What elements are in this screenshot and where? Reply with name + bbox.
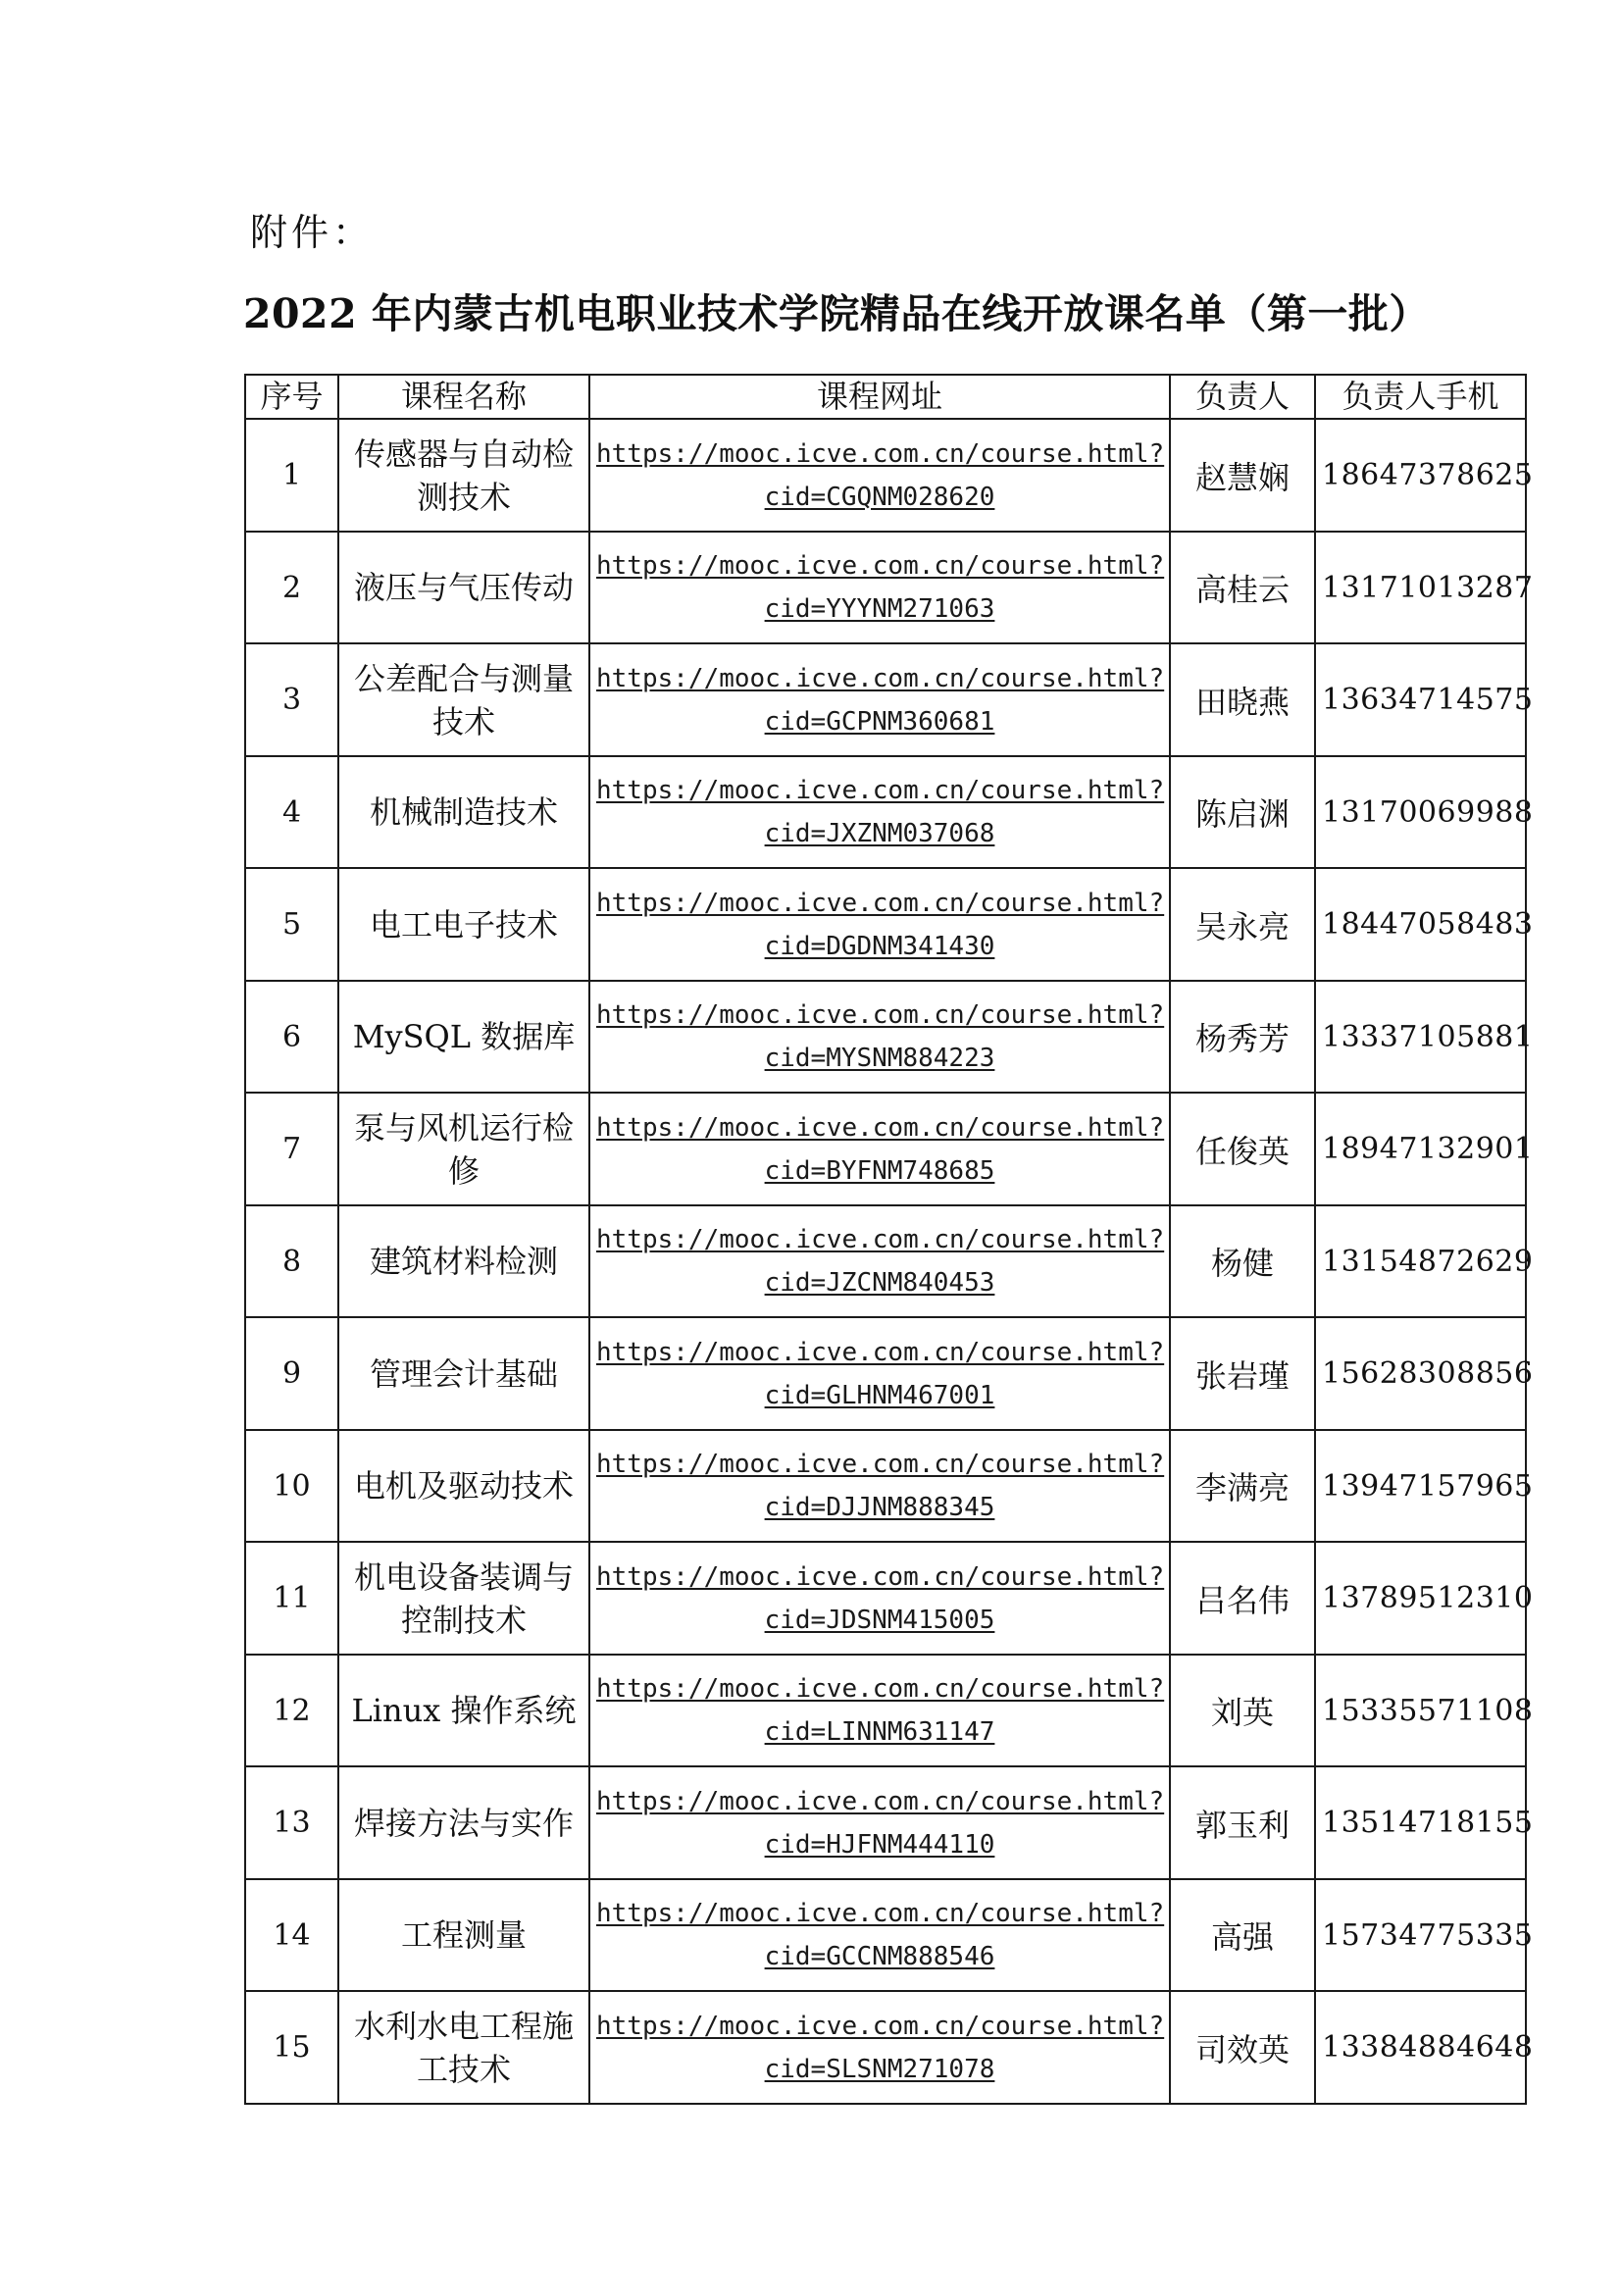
course-url-link-line2[interactable]: cid=JXZNM037068 bbox=[764, 819, 995, 848]
serial-number-cell: 10 bbox=[245, 1430, 338, 1542]
course-url-link-line2[interactable]: cid=DJJNM888345 bbox=[764, 1493, 995, 1522]
course-name-cell: 电工电子技术 bbox=[338, 868, 589, 981]
table-header-row bbox=[245, 375, 1526, 419]
course-url-link-line2[interactable]: cid=BYFNM748685 bbox=[764, 1155, 995, 1186]
course-url-link-line2[interactable]: cid=SLSNM271078 bbox=[764, 2054, 995, 2084]
course-url-cell[interactable] bbox=[589, 756, 1170, 868]
owner-phone-cell: 15335571108 bbox=[1315, 1655, 1526, 1766]
course-url-cell[interactable] bbox=[589, 1879, 1170, 1991]
document-title: 2022 年内蒙古机电职业技术学院精品在线开放课名单（第一批） bbox=[243, 290, 1430, 337]
table-header bbox=[245, 375, 1526, 419]
course-name-cell: MySQL 数据库 bbox=[338, 981, 589, 1093]
course-url-link-line1[interactable]: https://mooc.icve.com.cn/course.html? bbox=[596, 663, 1165, 693]
serial-number-cell: 1 bbox=[245, 419, 338, 532]
table-row bbox=[245, 1430, 1526, 1542]
owner-phone-cell: 13170069988 bbox=[1315, 756, 1526, 868]
owner-cell: 刘英 bbox=[1170, 1655, 1315, 1766]
course-url-cell[interactable] bbox=[589, 868, 1170, 981]
header-owner: 负责人 bbox=[1170, 375, 1315, 419]
course-url-link-line2[interactable]: cid=YYYNM271063 bbox=[764, 594, 995, 624]
owner-phone-cell: 15734775335 bbox=[1315, 1879, 1526, 1991]
table-row bbox=[245, 1879, 1526, 1991]
owner-cell: 杨秀芳 bbox=[1170, 981, 1315, 1093]
course-name-cell: 公差配合与测量技术 bbox=[338, 643, 589, 756]
header-owner-phone: 负责人手机 bbox=[1315, 375, 1526, 419]
owner-cell: 高强 bbox=[1170, 1879, 1315, 1991]
owner-cell: 杨健 bbox=[1170, 1205, 1315, 1317]
table-row bbox=[245, 756, 1526, 868]
course-url-link-line2[interactable]: cid=JZCNM840453 bbox=[764, 1268, 995, 1298]
table-row bbox=[245, 643, 1526, 756]
table-row bbox=[245, 1542, 1526, 1655]
serial-number-cell: 8 bbox=[245, 1205, 338, 1317]
owner-cell: 吴永亮 bbox=[1170, 868, 1315, 981]
course-url-link-line2[interactable]: cid=CGQNM028620 bbox=[764, 482, 995, 512]
course-name-cell: 传感器与自动检测技术 bbox=[338, 419, 589, 532]
course-list-table bbox=[244, 374, 1534, 2105]
table-row bbox=[245, 981, 1526, 1093]
owner-cell: 任俊英 bbox=[1170, 1093, 1315, 1205]
course-name-cell: 液压与气压传动 bbox=[338, 532, 589, 643]
owner-cell: 李满亮 bbox=[1170, 1430, 1315, 1542]
course-url-link-line1[interactable]: https://mooc.icve.com.cn/course.html? bbox=[596, 1112, 1165, 1143]
course-name-cell: 管理会计基础 bbox=[338, 1317, 589, 1430]
course-url-link-line1[interactable]: https://mooc.icve.com.cn/course.html? bbox=[596, 1899, 1165, 1928]
owner-cell: 田晓燕 bbox=[1170, 643, 1315, 756]
course-url-link-line2[interactable]: cid=MYSNM884223 bbox=[764, 1044, 995, 1073]
table-row bbox=[245, 1317, 1526, 1430]
course-url-cell[interactable] bbox=[589, 419, 1170, 532]
serial-number-cell: 6 bbox=[245, 981, 338, 1093]
serial-number-cell: 13 bbox=[245, 1766, 338, 1879]
course-url-cell[interactable] bbox=[589, 1766, 1170, 1879]
owner-cell: 郭玉利 bbox=[1170, 1766, 1315, 1879]
course-url-link-line1[interactable]: https://mooc.icve.com.cn/course.html? bbox=[596, 1674, 1165, 1704]
course-name-cell: 机械制造技术 bbox=[338, 756, 589, 868]
serial-number-cell: 12 bbox=[245, 1655, 338, 1766]
owner-phone-cell: 18447058483 bbox=[1315, 868, 1526, 981]
owner-phone-cell: 15628308856 bbox=[1315, 1317, 1526, 1430]
course-url-cell[interactable] bbox=[589, 1430, 1170, 1542]
attachment-label: 附件： bbox=[250, 211, 375, 254]
serial-number-cell: 11 bbox=[245, 1542, 338, 1655]
course-url-cell[interactable] bbox=[589, 1655, 1170, 1766]
serial-number-cell: 2 bbox=[245, 532, 338, 643]
course-url-link-line1[interactable]: https://mooc.icve.com.cn/course.html? bbox=[596, 1337, 1165, 1367]
course-url-link-line1[interactable]: https://mooc.icve.com.cn/course.html? bbox=[596, 438, 1165, 469]
owner-cell: 高桂云 bbox=[1170, 532, 1315, 643]
course-name-cell: 建筑材料检测 bbox=[338, 1205, 589, 1317]
owner-phone-cell: 13154872629 bbox=[1315, 1205, 1526, 1317]
course-url-link-line1[interactable]: https://mooc.icve.com.cn/course.html? bbox=[596, 776, 1165, 805]
serial-number-cell: 4 bbox=[245, 756, 338, 868]
course-url-link-line2[interactable]: cid=JDSNM415005 bbox=[764, 1605, 995, 1635]
owner-cell: 司效英 bbox=[1170, 1991, 1315, 2104]
course-url-link-line1[interactable]: https://mooc.icve.com.cn/course.html? bbox=[596, 888, 1165, 918]
course-name-cell: 水利水电工程施工技术 bbox=[338, 1991, 589, 2104]
course-url-link-line1[interactable]: https://mooc.icve.com.cn/course.html? bbox=[596, 2011, 1165, 2041]
table-row bbox=[245, 1655, 1526, 1766]
owner-phone-cell: 13514718155 bbox=[1315, 1766, 1526, 1879]
owner-phone-cell: 18647378625 bbox=[1315, 419, 1526, 532]
owner-phone-cell: 13171013287 bbox=[1315, 532, 1526, 643]
owner-phone-cell: 13947157965 bbox=[1315, 1430, 1526, 1542]
course-url-cell[interactable] bbox=[589, 1205, 1170, 1317]
course-url-link-line1[interactable]: https://mooc.icve.com.cn/course.html? bbox=[596, 1000, 1165, 1030]
course-url-cell[interactable] bbox=[589, 1991, 1170, 2104]
course-url-link-line2[interactable]: cid=LINNM631147 bbox=[764, 1717, 995, 1747]
course-url-cell[interactable] bbox=[589, 1542, 1170, 1655]
course-url-link-line2[interactable]: cid=GLHNM467001 bbox=[764, 1380, 995, 1410]
course-name-cell: 焊接方法与实作 bbox=[338, 1766, 589, 1879]
owner-cell: 陈启渊 bbox=[1170, 756, 1315, 868]
course-name-cell: Linux 操作系统 bbox=[338, 1655, 589, 1766]
course-name-cell: 电机及驱动技术 bbox=[338, 1430, 589, 1542]
table-row bbox=[245, 532, 1526, 643]
course-url-cell[interactable] bbox=[589, 643, 1170, 756]
table-row bbox=[245, 1766, 1526, 1879]
owner-cell: 张岩瑾 bbox=[1170, 1317, 1315, 1430]
owner-phone-cell: 13634714575 bbox=[1315, 643, 1526, 756]
table-row bbox=[245, 1093, 1526, 1205]
header-serial-number: 序号 bbox=[245, 375, 338, 419]
owner-phone-cell: 18947132901 bbox=[1315, 1093, 1526, 1205]
table-row bbox=[245, 868, 1526, 981]
header-course-url: 课程网址 bbox=[589, 375, 1170, 419]
header-course-name: 课程名称 bbox=[338, 375, 589, 419]
owner-phone-cell: 13384884648 bbox=[1315, 1991, 1526, 2104]
serial-number-cell: 9 bbox=[245, 1317, 338, 1430]
course-url-link-line1[interactable]: https://mooc.icve.com.cn/course.html? bbox=[596, 1561, 1165, 1592]
owner-cell: 吕名伟 bbox=[1170, 1542, 1315, 1655]
course-name-cell: 工程测量 bbox=[338, 1879, 589, 1991]
serial-number-cell: 15 bbox=[245, 1991, 338, 2104]
course-url-link-line1[interactable]: https://mooc.icve.com.cn/course.html? bbox=[596, 551, 1165, 581]
serial-number-cell: 5 bbox=[245, 868, 338, 981]
course-url-link-line1[interactable]: https://mooc.icve.com.cn/course.html? bbox=[596, 1225, 1165, 1254]
course-name-cell: 泵与风机运行检修 bbox=[338, 1093, 589, 1205]
course-name-cell: 机电设备装调与控制技术 bbox=[338, 1542, 589, 1655]
serial-number-cell: 14 bbox=[245, 1879, 338, 1991]
serial-number-cell: 3 bbox=[245, 643, 338, 756]
owner-phone-cell: 13789512310 bbox=[1315, 1542, 1526, 1655]
serial-number-cell: 7 bbox=[245, 1093, 338, 1205]
course-url-link-line1[interactable]: https://mooc.icve.com.cn/course.html? bbox=[596, 1786, 1165, 1816]
course-url-cell[interactable] bbox=[589, 981, 1170, 1093]
course-url-link-line1[interactable]: https://mooc.icve.com.cn/course.html? bbox=[596, 1450, 1165, 1479]
course-url-cell[interactable] bbox=[589, 532, 1170, 643]
table-row bbox=[245, 1205, 1526, 1317]
table-row bbox=[245, 1991, 1526, 2104]
course-url-cell[interactable] bbox=[589, 1093, 1170, 1205]
course-url-link-line2[interactable]: cid=HJFNM444110 bbox=[764, 1829, 995, 1860]
owner-phone-cell: 13337105881 bbox=[1315, 981, 1526, 1093]
course-url-link-line2[interactable]: cid=DGDNM341430 bbox=[764, 931, 995, 961]
owner-cell: 赵慧娴 bbox=[1170, 419, 1315, 532]
table-row bbox=[245, 419, 1526, 532]
course-url-cell[interactable] bbox=[589, 1317, 1170, 1430]
course-url-link-line2[interactable]: cid=GCPNM360681 bbox=[764, 706, 995, 737]
course-url-link-line2[interactable]: cid=GCCNM888546 bbox=[764, 1942, 995, 1971]
table-body bbox=[245, 419, 1534, 2104]
